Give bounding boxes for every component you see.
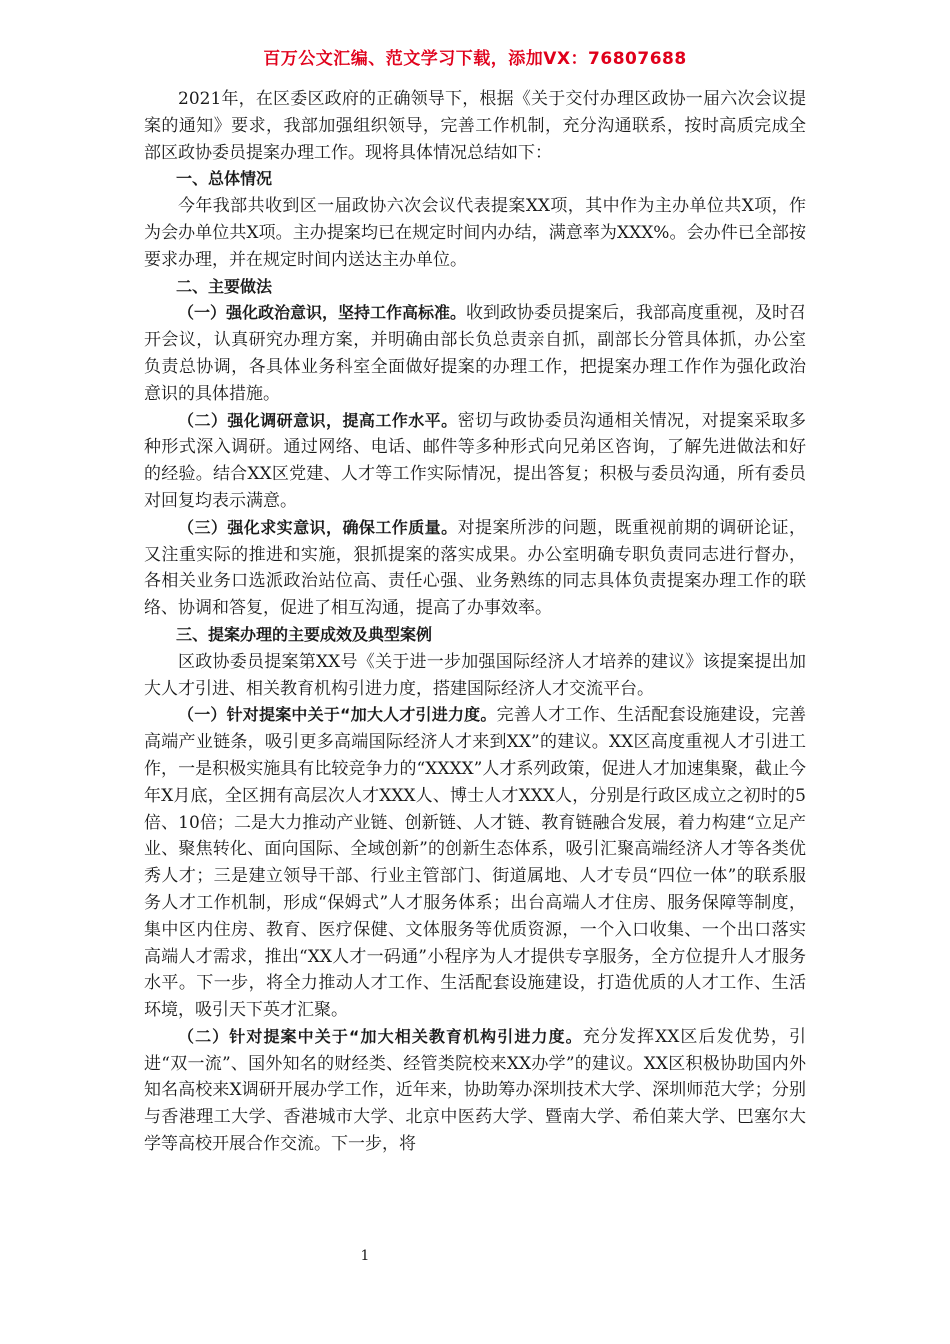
- item-2-title: （二）强化调研意识，提高工作水平。: [178, 410, 458, 430]
- section-2-item-1: [144, 300, 806, 407]
- page-number: 1: [360, 1248, 370, 1264]
- section-3-item-2: [144, 1024, 806, 1158]
- section-3-intro: 区政协委员提案第XX号《关于进一步加强国际经济人才培养的建议》该提案提出加大人才引进、相关教育机构引进力度，搭建国际经济人才交流平台。: [144, 651, 806, 699]
- document-body: [144, 86, 806, 1158]
- section-3-heading: 三、提案办理的主要成效及典型案例: [176, 624, 433, 644]
- case-2-title: （二）针对提案中关于“加大相关教育机构引进力度。: [178, 1026, 583, 1046]
- section-2-item-2: [144, 408, 806, 515]
- section-2-heading: 二、主要做法: [176, 276, 273, 296]
- item-3-title: （三）强化求实意识，确保工作质量。: [178, 517, 458, 537]
- watermark-header: 百万公文汇编、范文学习下载，添加VX：76807688: [263, 49, 687, 69]
- section-1-paragraph: 今年我部共收到区一届政协六次会议代表提案XX项，其中作为主办单位共X项，作为会办单位共X项。主办提案均已在规定时间内办结，满意率为XXX%。会办件已全部按要求办理，并在规定时间内送达主办单位。: [144, 196, 806, 270]
- case-1-text: 完善人才工作、生活配套设施建设，完善高端产业链条，吸引更多高端国际经济人才来到XX”的建议。XX区高度重视人才引进工作，一是积极实施具有比较竞争力的“XXXX”人才系列政策，促进人才加速集聚，截止今年X月底，全区拥有高层次人才XXX人、博士人才XXX人，分别是行政区成立之初时的5倍、10倍；二是大力推动产业链、创新链、人才链、教育链融合发展，着力构建“立足产业、聚焦转化、面向国际、全域创新”的创新生态体系，吸引汇聚高端经济人才等各类优秀人才；三是建立领导干部、行业主管部门、街道属地、人才专员“四位一体”的联系服务人才工作机制，形成“保姆式”人才服务体系；出台高端人才住房、服务保障等制度，集中区内住房、教育、医疗保健、文体服务等优质资源，一个入口收集、一个出口落实高端人才需求，推出“XX人才一码通”小程序为人才提供专享服务，全方位提升人才服务水平。下一步，将全力推动人才工作、生活配套设施建设，打造优质的人才工作、生活环境，吸引天下英才汇聚。: [144, 705, 806, 1021]
- intro-paragraph: 2021年，在区委区政府的正确领导下，根据《关于交付办理区政协一届六次会议提案的通知》要求，我部加强组织领导，完善工作机制，充分沟通联系，按时高质完成全部区政协委员提案办理工作。现将具体情况总结如下：: [144, 89, 806, 163]
- item-1-text: 收到政协委员提案后，我部高度重视，及时召开会议，认真研究办理方案，并明确由部长负总责亲自抓，副部长分管具体抓，办公室负责总协调，各具体业务科室全面做好提案的办理工作，把提案办理工作作为强化政治意识的具体措施。: [144, 303, 807, 404]
- case-1-title: （一）针对提案中关于“加大人才引进力度。: [178, 705, 497, 725]
- section-1-heading: 一、总体情况: [176, 169, 273, 189]
- item-2-text: 密切与政协委员沟通相关情况，对提案采取多种形式深入调研。通过网络、电话、邮件等多种形式向兄弟区咨询，了解先进做法和好的经验。结合XX区党建、人才等工作实际情况，提出答复；积极与委员沟通，所有委员对回复均表示满意。: [144, 410, 806, 511]
- case-2-text: 充分发挥XX区后发优势，引进“双一流”、国外知名的财经类、经管类院校来XX办学”的建议。XX区积极协助国内外知名高校来X调研开展办学工作，近年来，协助筹办深圳技术大学、深圳师范大学；分别与香港理工大学、香港城市大学、北京中医药大学、暨南大学、希伯莱大学、巴塞尔大学等高校开展合作交流。下一步，将: [144, 1026, 806, 1155]
- item-1-title: （一）强化政治意识，坚持工作高标准。: [178, 303, 467, 323]
- section-2-item-3: [144, 515, 806, 622]
- item-3-text: 对提案所涉的问题，既重视前期的调研论证，又注重实际的推进和实施，狠抓提案的落实成果。办公室明确专职负责同志进行督办，各相关业务口选派政治站位高、责任心强、业务熟练的同志具体负责提案办理工作的联络、协调和答复，促进了相互沟通，提高了办事效率。: [144, 517, 806, 619]
- section-3-item-1: [144, 702, 806, 1024]
